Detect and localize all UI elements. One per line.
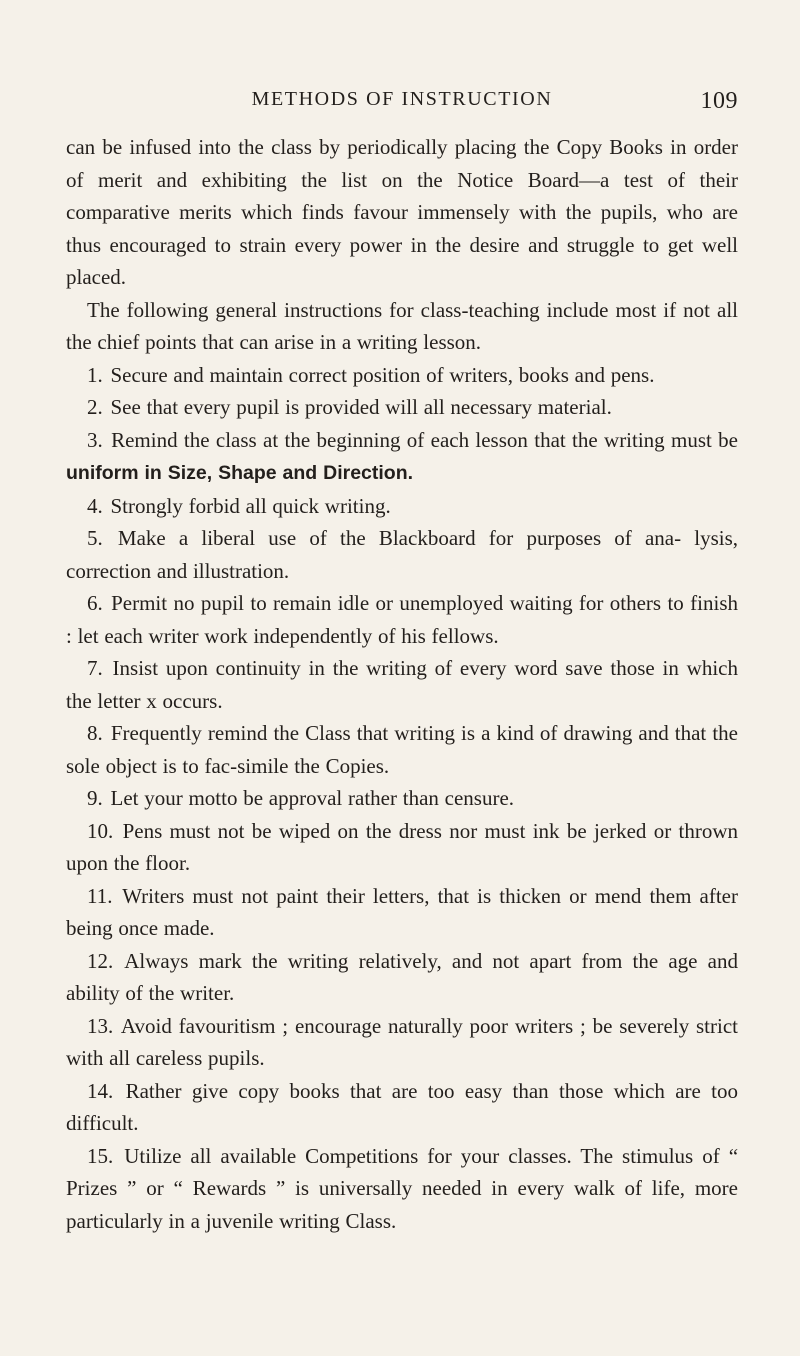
instruction-item	[66, 1075, 738, 1140]
instruction-number: 12.	[87, 948, 114, 973]
instruction-text: Let your motto be approval rather than censure.	[110, 786, 515, 810]
instruction-number: 15.	[87, 1143, 114, 1168]
instruction-item	[66, 490, 738, 523]
instruction-text: Utilize all available Competitions for your classes. The stimulus of “ Prizes ” or “ Rewards ” is universally needed in every walk of life, more particularly in a juvenile writing Class.	[66, 1143, 739, 1233]
instruction-item	[66, 391, 738, 424]
instruction-number: 2.	[87, 395, 103, 419]
instruction-item	[66, 424, 738, 490]
instruction-text: Permit no pupil to remain idle or unemployed waiting for others to finish : let each writer work independently of his fellows.	[66, 591, 738, 648]
page-number: 109	[700, 88, 738, 114]
instruction-number: 11.	[87, 883, 113, 908]
instruction-item	[66, 652, 738, 717]
instruction-item	[66, 1010, 738, 1075]
instruction-number: 7.	[87, 656, 103, 680]
instruction-number: 1.	[87, 362, 103, 387]
instruction-number: 3.	[87, 427, 103, 452]
instruction-number: 4.	[87, 493, 103, 518]
instruction-emphasis: uniform in Size, Shape and Direction.	[66, 462, 414, 484]
instruction-text: Strongly forbid all quick writing.	[110, 493, 391, 518]
instruction-item	[66, 880, 738, 945]
instruction-number: 9.	[87, 786, 103, 810]
instruction-text: Always mark the writing relatively, and not apart from the age and ability of the writer.	[66, 948, 738, 1005]
instruction-number: 6.	[87, 591, 103, 615]
opening-paragraph: can be infused into the class by periodically placing the Copy Books in order of merit and exhibiting the list on the Notice Board—a test of their comparative merits which finds favour immensely with the pupils, who are thus encouraged to strain every power in the desire and struggle to get well placed.	[66, 135, 738, 289]
running-head	[66, 88, 738, 116]
instruction-item	[66, 359, 738, 392]
running-title: METHODS OF INSTRUCTION	[251, 88, 553, 110]
instruction-number: 8.	[87, 721, 103, 745]
instruction-number: 13.	[87, 1013, 114, 1038]
instruction-number: 10.	[87, 818, 114, 843]
instruction-number: 5.	[87, 526, 103, 550]
instruction-text: Rather give copy books that are too easy than those which are too difficult.	[66, 1078, 739, 1135]
instruction-text: Writers must not paint their letters, that is thicken or mend them after being once made.	[66, 883, 739, 940]
instruction-item	[66, 587, 738, 652]
instruction-item	[66, 782, 738, 815]
instruction-item	[66, 717, 738, 782]
instruction-text: See that every pupil is provided will all necessary material.	[110, 395, 612, 419]
intro-paragraph: The following general instructions for class-teaching include most if not all the chief points that can arise in a writing lesson.	[66, 297, 738, 354]
instruction-text: Remind the class at the beginning of each lesson that the writing must be	[111, 427, 738, 452]
instruction-number: 14.	[87, 1078, 114, 1103]
instruction-text: Make a liberal use of the Blackboard for purposes of ana- lysis, correction and illustration.	[66, 526, 739, 583]
instruction-item	[66, 815, 738, 880]
instruction-item	[66, 1140, 738, 1238]
instruction-text: Insist upon continuity in the writing of every word save those in which the letter x occurs.	[66, 656, 738, 713]
instruction-text: Frequently remind the Class that writing is a kind of drawing and that the sole object is to fac-simile the Copies.	[66, 721, 739, 778]
instruction-text: Pens must not be wiped on the dress nor must ink be jerked or thrown upon the floor.	[66, 818, 739, 875]
instruction-text: Secure and maintain correct position of writers, books and pens.	[110, 362, 655, 387]
instruction-item	[66, 522, 738, 587]
instruction-item	[66, 945, 738, 1010]
body-text	[66, 131, 738, 1237]
instruction-text: Avoid favouritism ; encourage naturally poor writers ; be severely strict with all careless pupils.	[66, 1013, 738, 1070]
